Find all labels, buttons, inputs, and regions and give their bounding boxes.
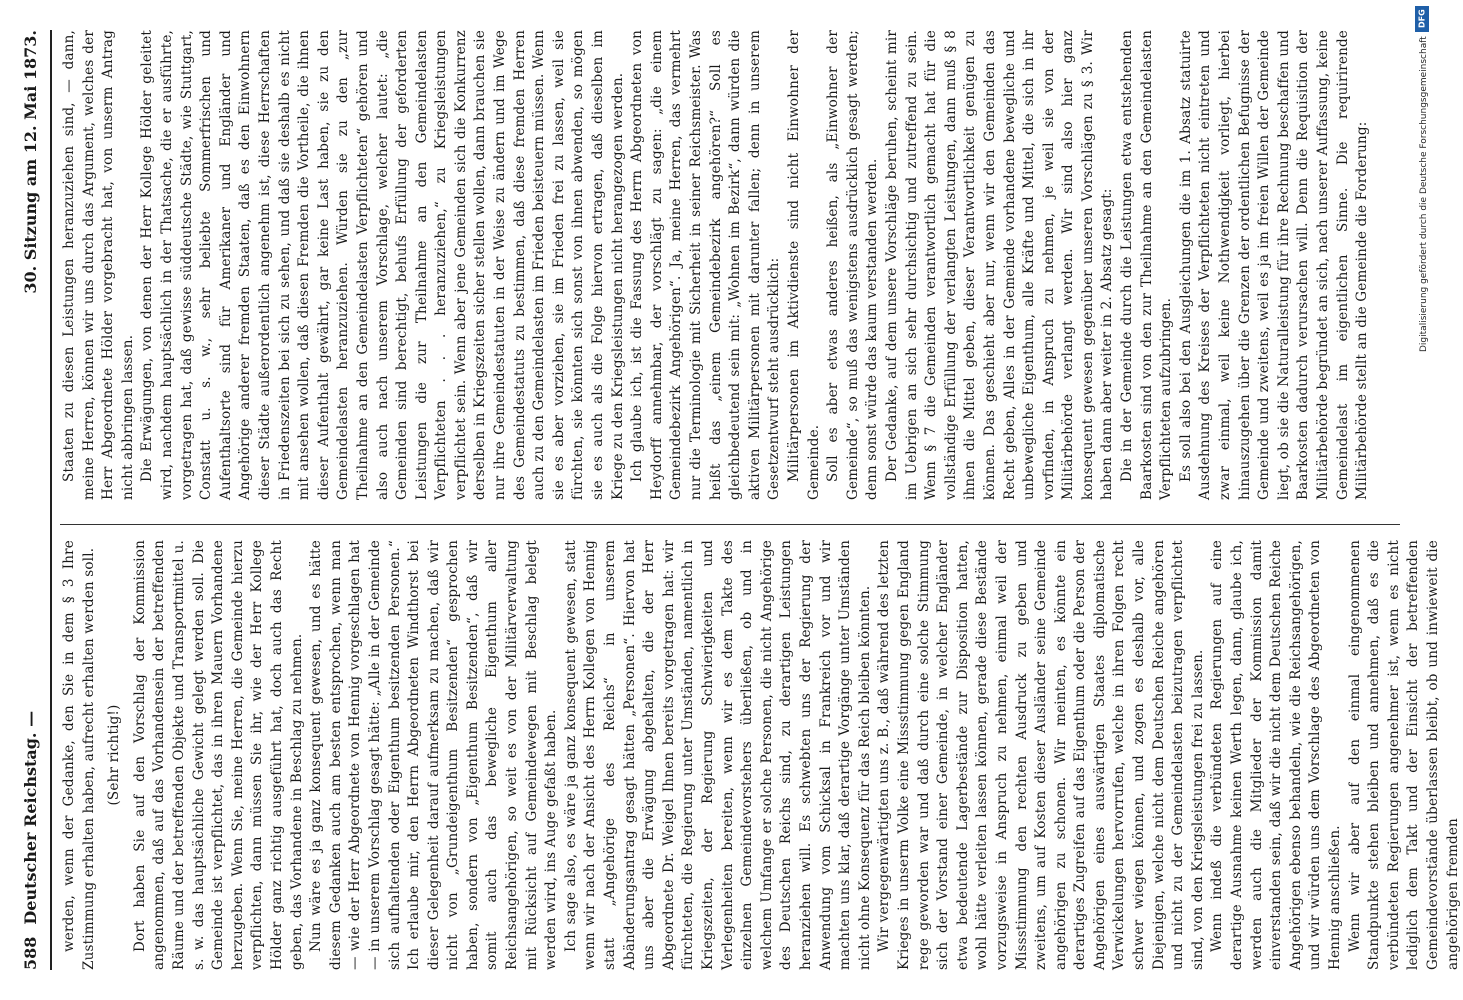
paragraph: Militärpersonen im Aktivdienste sind nicht Einwohner der Gemeinde. (785, 30, 822, 500)
paragraph: Wenn wir aber auf den einmal eingenommenen Standpunkte stehen bleiben und annehmen, daß es die verbündeten Regierungen angenehmer ist, wenn es nicht lediglich dem Takt und der Einsicht der betreffenden Gemeindevorstände überlassen bleibt, ob und inwieweit die angehörigen fremden (1346, 540, 1461, 970)
column-divider (60, 524, 1400, 525)
left-text-column (60, 540, 1461, 970)
publication-title: Deutscher Reichstag. — (20, 710, 40, 925)
paragraph: Die Erwägungen, von denen der Herr Kollege Hölder geleitet wird, nachdem hauptsächlich in der Thatsache, die er ausführte, vorgetragen hat, daß gewisse süddeutsche Städte, wie Stuttgart, Constatt u. s. w., sehr beliebte Sommerfrischen und Aufenthaltsorte sind für Amerikaner und Engländer und Angehörige anderer fremden Staaten, daß es den Einwohnern dieser Städte außerordentlich angenehm ist, diese Herrschaften in Friedenszeiten bei sich zu sehen, und daß sie deshalb es nicht mit ansehen wollen, daß diesen Fremden die Vortheile, die ihnen dieser Aufenthalt gewährt, gar keine Last haben, sie zu den Gemeindelasten heranzuziehen. Würden sie zu den „zur Theilnahme an den Gemeindelasten Verpflichteten“ gehören und also auch nach unserem Vorschlage, welcher lautet: „die Gemeinden sind berechtigt, behufs Erfüllung der geforderten Leistungen die zur Theilnahme an den Gemeindelasten Verpflichteten . . . heranzuziehen,“ zu Kriegsleistungen verpflichtet sein. Wenn aber jene Gemeinden sich die Konkurrenz derselben in Kriegszeiten sicher stellen wollen, dann brauchen sie nur ihre Gemeindestatuten in der Weise zu ändern und im Wege des Gemeindestatuts zu bestimmen, daß diese fremden Herren auch zu den Gemeindelasten im Frieden beisteuern müssen. Wenn sie es aber vorziehen, sie im Frieden frei zu lassen, weil sie fürchten, sie könnten sich sonst von ihnen abwenden, so mögen sie es auch als die Folge hiervon ertragen, daß dieselben im Kriege zu den Kriegsleistungen nicht herangezogen werden. (139, 30, 626, 500)
header-rule (50, 30, 52, 970)
right-text-column (60, 30, 1400, 500)
session-title: 30. Sitzung am 12. Mai 1873. (20, 30, 40, 294)
paragraph: werden, wenn der Gedanke, den Sie in dem § 3 Ihre Zustimmung erhalten haben, aufrecht erhalten werden soll. (61, 540, 97, 970)
paragraph: Ich glaube ich, ist die Fassung des Herrn Abgeordneten von Heydorff annehmbar, der vorschlägt zu sagen: „die einem Gemeindebezirk Angehörigen“. Ja, meine Herren, das vermehrt nur die Terminologie mit Sicherheit in seiner Reichsmeister. Was heißt das „einem Gemeindebezirk angehören?“ Soll es gleichbedeutend sein mit: „Wohnen im Bezirk“, dann würden die aktiven Militärpersonen mit darunter fallen; denn in unserem Gesetzentwurf steht ausdrücklich: (629, 30, 783, 500)
paragraph: Wenn indeß die verbündeten Regierungen auf eine derartige Ausnahme keinen Werth legen, dann, glaube ich, werden auch die Mitglieder der Kommission damit einverstanden sein, daß wir die nicht dem Deutschen Reiche Angehörigen ebenso behandeln, wie die Reichsangehörigen, und wir würden uns dem Vorschlage des Abgeordneten von Hennig anschließen. (1209, 540, 1343, 970)
paragraph: Der Gedanke, auf dem unsere Vorschläge beruhen, scheint mir im Uebrigen an sich sehr durchsichtig und zutreffend zu sein. Wenn § 7 die Gemeinden verantwortlich gemacht hat für die vollständige Erfüllung der verlangten Leistungen, dann muß § 8 ihnen die Mittel geben, dieser Verantwortlichkeit genügen zu können. Das geschieht aber nur, wenn wir den Gemeinden das Recht geben, Alles in der Gemeinde vorhandene bewegliche und unbewegliche Eigenthum, alle Kräfte und Mittel, die sich in ihr vorfinden, in Anspruch zu nehmen, je weil sie von der Militärbehörde verlangt werden. Wir sind also hier ganz konsequent gewesen gegenüber unseren Vorschlägen zu § 3. Wir haben dann aber weiter in 2. Absatz gesagt: (883, 30, 1116, 500)
paragraph: Die in der Gemeinde durch die Leistungen etwa entstehenden Baarkosten sind von den zur Theilnahme an den Gemeindelasten Verpflichteten aufzubringen. (1119, 30, 1175, 500)
dfg-credit-text: Digitalisierung gefördert durch die Deutsche Forschungsgemeinschaft (1419, 36, 1429, 352)
paragraph: Wir vergegenwärtigten uns z. B., daß während des letzten Krieges in unserm Volke eine Missstimmung gegen England rege geworden war und daß durch eine solche Stimmung sich der Vorstand einer Gemeinde, in welcher Engländer etwa bedeutende Lagerbestände zur Disposition hatten, wohl hätte verleiten lassen können, gerade diese Bestände vorzugsweise in Anspruch zu nehmen, einmal weil der Missstimmung den rechten Ausdruck zu geben und zweitens, um auf Kosten dieser Ausländer seine Gemeinde angehörigen zu schonen. Wir meinten, es könnte ein derartiges Zugreifen auf das Eigenthum oder die Person der Angehörigen eines auswärtigen Staates diplomatische Verwickelungen hervorrufen, welche in ihren Folgen recht schwer wiegen können, und zogen es deshalb vor, alle Diejenigen, welche nicht dem Deutschen Reiche angehören und nicht zu der Gemeindelasten beizutragen verpflichtet sind, von den Kriegsleistungen frei zu lassen. (876, 540, 1206, 970)
paragraph: Soll es aber etwas anderes heißen, als „Einwohner der Gemeinde“, so muß das wenigstens ausdrücklich gesagt werden; denn sonst würde das kaum verstanden werden. (825, 30, 881, 500)
paragraph: Nun wäre es ja ganz konsequent gewesen, und es hätte diesem Gedanken auch am besten entsprochen, wenn man — wie der Herr Abgeordnete von Hennig vorgeschlagen hat — in unserem Vorschlag gesagt hätte: „Alle in der Gemeinde sich aufhaltenden oder Eigenthum besitzenden Personen.“ Ich erlaube mir, den Herrn Abgeordneten Windthorst bei dieser Gelegenheit darauf aufmerksam zu machen, daß wir nicht von „Grundeigenthum Besitzenden“ gesprochen haben, sondern von „Eigenthum Besitzenden“, daß wir somit auch das bewegliche Eigenthum aller Reichsangehörigen, so weit es von der Militärverwaltung mit Rücksicht auf Gemeindewegen mit Beschlag belegt werden wird, ins Auge gefaßt haben. (308, 540, 560, 970)
paragraph: Dort haben Sie auf den Vorschlag der Kommission angenommen, daß auf das Vorhandensein der betreffenden Räume und der betreffenden Objekte und Transportmittel u. s. w. das hauptsächliche Gewicht gelegt werden soll. Die Gemeinde ist verpflichtet, das in ihren Mauern Vorhandene herzugeben. Wenn Sie, meine Herren, die Gemeinde hierzu verpflichten, dann müssen Sie ihr, wie der Herr Kollege Hölder ganz richtig ausgeführt hat, doch auch das Recht geben, das Vorhandene in Beschlag zu nehmen. (131, 540, 305, 970)
page-number: 588 (20, 936, 40, 970)
paragraph: (Sehr richtig!) (106, 704, 123, 806)
paragraph: Ich sage also, es wäre ja ganz konsequent gewesen, statt wenn wir nach der Ansicht des Herrn Kollegen von Hennig statt „Angehörige des Reichs“ in unserem Abänderungsantrag gesagt hätten „Personen“. Hiervon hat uns aber die Erwägung abgehalten, die der Herr Abgeordnete Dr. Weigel Ihnen bereits vorgetragen hat: wir fürchteten, die Regierung unter Umständen, namentlich in Kriegszeiten, der Regierung Schwierigkeiten und Verlegenheiten bereiten, wenn wir es dem Takte des einzelnen Gemeindevorstehers überließen, ob und in welchem Umfange er solche Personen, die nicht Angehörige des Deutschen Reichs sind, zu derartigen Leistungen heranziehen will. Es schwebten uns der Regierung der Anwendung vom Schicksal in Frankreich vor und wir machten uns klar, daß derartige Vorgänge unter Umständen nicht ohne Konsequenz für das Reich bleiben könnten. (562, 540, 873, 970)
header-left (21, 711, 40, 970)
page-header (10, 30, 50, 970)
paragraph: Staaten zu diesen Leistungen heranzuziehen sind, — dann, meine Herren, können wir uns durch das Argument, welches der Herr Abgeordnete Hölder vorgebracht hat, von unserm Antrag nicht abbringen lassen. (61, 30, 136, 500)
header-right (21, 30, 40, 294)
paragraph: Es soll also bei den Ausgleichungen die im 1. Absatz statuirte Ausdehnung des Kreises der Verpflichteten nicht eintreten und zwar einmal, weil keine Nothwendigkeit vorliegt, hierbei hinauszugehen über die Grenzen der ordentlichen Befugnisse der Gemeinde und zweitens, weil es ja im freien Willen der Gemeinde liegt, ob sie die Naturalleistung für ihre Rechnung beschaffen und Baarkosten dadurch verursachen will. Denn die Requisition der Militärbehörde begründet an sich, nach unserer Auffassung, keine Gemeindelast im eigentlichen Sinne. Die requirirende Militärbehörde stellt an die Gemeinde die Forderung: (1177, 30, 1371, 500)
dfg-logo: DFG (1415, 6, 1429, 32)
